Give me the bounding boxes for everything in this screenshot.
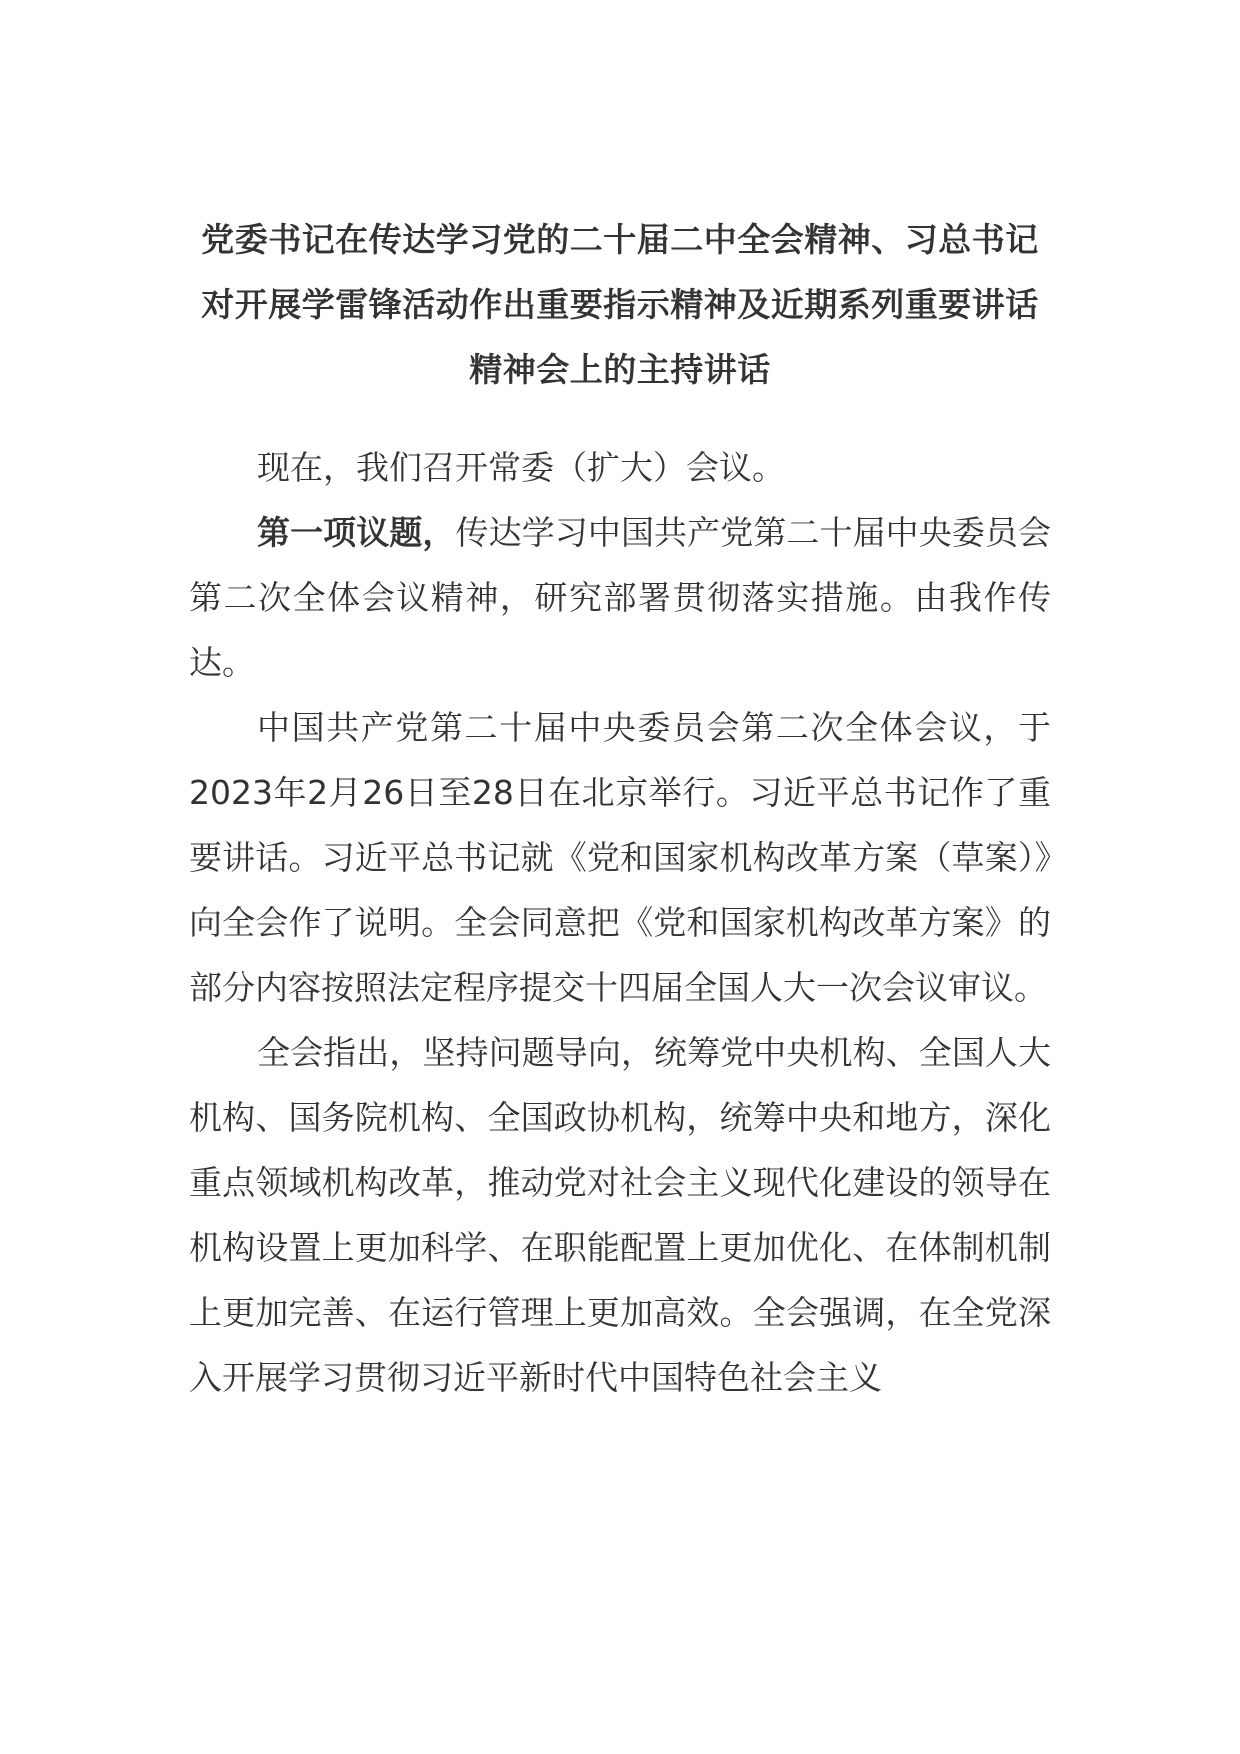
paragraph-text: 全会指出，坚持问题导向，统筹党中央机构、全国人大机构、国务院机构、全国政协机构，统筹中央和地方，深化重点领域机构改革，推动党对社会主义现代化建设的领导在机构设置上更加科学、在职能配置上更加优化、在体制机制上更加完善、在运行管理上更加高效。全会强调，在全党深入开展学习贯彻习近平新时代中国特色社会主义 xyxy=(189,1033,1051,1397)
paragraph-opening xyxy=(189,435,1051,500)
paragraph-text: 现在，我们召开常委（扩大）会议。 xyxy=(257,448,785,487)
title-line-1: 党委书记在传达学习党的二十届二中全会精神、习总书记 xyxy=(201,220,1039,259)
document-body xyxy=(189,435,1051,1410)
paragraph-first-agenda xyxy=(189,500,1051,695)
document-page xyxy=(189,207,1051,1410)
document-title xyxy=(189,207,1051,402)
title-line-3: 精神会上的主持讲话 xyxy=(469,350,771,389)
title-line-2: 对开展学雷锋活动作出重要指示精神及近期系列重要讲话 xyxy=(201,285,1039,324)
paragraph-text: 传达学习中国共产党第二十届中央委员会第二次全体会议精神，研究部署贯彻落实措施。由我作传达。 xyxy=(189,513,1052,682)
paragraph-plenum-points xyxy=(189,1020,1051,1410)
paragraph-plenum-summary xyxy=(189,695,1051,1020)
paragraph-lead: 第一项议题， xyxy=(257,513,456,552)
paragraph-text: 中国共产党第二十届中央委员会第二次全体会议，于2023年2月26日至28日在北京举行。习近平总书记作了重要讲话。习近平总书记就《党和国家机构改革方案（草案）》向全会作了说明。全会同意把《党和国家机构改革方案》的部分内容按照法定程序提交十四届全国人大一次会议审议。 xyxy=(189,708,1051,1007)
